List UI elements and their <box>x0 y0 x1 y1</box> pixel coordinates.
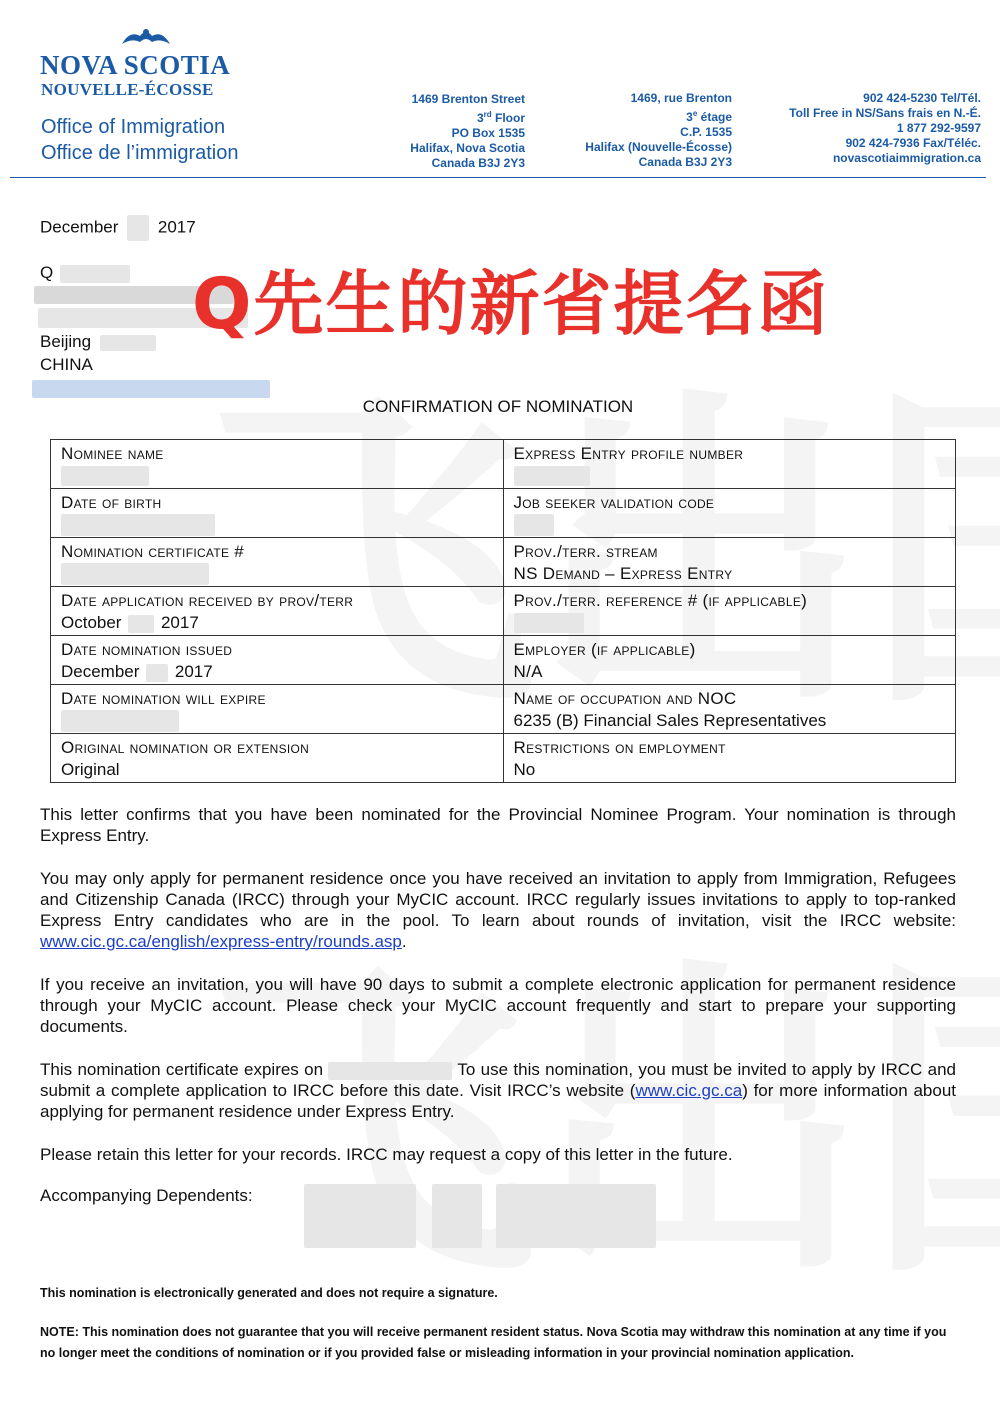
contact-tollfree: 1 877 292-9597 <box>896 121 981 135</box>
field-value: 6235 (B) Financial Sales Representatives <box>513 711 827 730</box>
contact-fax: 902 424-7936 Fax/Téléc. <box>845 136 981 150</box>
field-label: Employer (if applicable) <box>513 640 696 659</box>
table-cell <box>51 734 504 783</box>
field-label: Express Entry profile number <box>513 444 744 463</box>
logo-nouvelle-ecosse: NOUVELLE-ÉCOSSE <box>41 80 214 99</box>
table-cell <box>51 587 504 636</box>
redacted-dependent-2 <box>432 1184 482 1248</box>
address-english <box>410 92 525 171</box>
contact-website[interactable]: novascotiaimmigration.ca <box>832 151 981 165</box>
recipient-name <box>40 262 130 283</box>
logo-office-name <box>41 114 238 166</box>
table-cell <box>51 636 504 685</box>
nomination-table <box>50 439 956 783</box>
redacted-day <box>127 215 149 241</box>
field-value: NS Demand – Express Entry <box>513 564 733 583</box>
value-month: December <box>61 662 140 681</box>
field-label: Date nomination issued <box>61 640 233 659</box>
table-row <box>51 489 956 538</box>
address-line: C.P. 1535 <box>680 125 732 139</box>
address-french <box>585 91 732 170</box>
city: Beijing <box>40 332 92 351</box>
field-label: Prov./terr. stream <box>513 542 658 561</box>
table-cell <box>503 636 956 685</box>
redacted-name <box>60 265 130 283</box>
field-value <box>61 612 493 634</box>
paragraph-expiry <box>40 1059 956 1122</box>
field-label: Date application received by prov/terr <box>61 591 354 610</box>
paragraph-invitation <box>40 868 956 952</box>
value-month: October <box>61 613 122 632</box>
office-fr: Office de l’immigration <box>41 142 239 164</box>
value-year: 2017 <box>174 662 213 681</box>
redacted-value <box>61 563 209 585</box>
field-label: Job seeker validation code <box>513 493 715 512</box>
header-divider <box>10 177 986 178</box>
address-line: 3rd Floor <box>476 110 525 125</box>
table-cell <box>503 489 956 538</box>
redacted-day <box>146 664 168 682</box>
disclaimer-note: NOTE: This nomination does not guarantee that you will receive permanent resident status. Nova Scotia may withdraw this nomination at any time if you no longer meet the conditions of nomination or if you provided false or misleading information in your provincial nomination application. <box>40 1325 947 1360</box>
paragraph-text: This nomination certificate expires on <box>40 1060 324 1079</box>
table-cell <box>51 685 504 734</box>
contact-phone: 902 424-5230 Tel/Tél. <box>863 91 981 105</box>
date-month: December <box>40 217 119 237</box>
table-row <box>51 636 956 685</box>
table-row <box>51 440 956 489</box>
date-year: 2017 <box>157 217 196 237</box>
address-line: 1469, rue Brenton <box>630 91 732 105</box>
table-row <box>51 685 956 734</box>
paragraph-text: . <box>401 932 407 951</box>
redacted-email <box>32 380 270 398</box>
address-line: Canada B3J 2Y3 <box>431 156 525 170</box>
address-line: PO Box 1535 <box>451 126 525 140</box>
paragraph-deadline: If you receive an invitation, you will have 90 days to submit a complete electronic application for permanent residence through your MyCIC account. Please check your MyCIC account frequently and start to prepare your supporting documents. <box>40 975 956 1036</box>
redacted-value <box>61 514 215 536</box>
table-cell <box>503 538 956 587</box>
paragraph-text: ) for more information about applying for permanent residence under Express Entry. <box>40 1081 956 1121</box>
paragraph-text: To use this nomination, you must be invited to apply by IRCC and submit a complete application to IRCC before this date. Visit IRCC’s website ( <box>40 1060 956 1100</box>
name-initial: Q <box>40 263 54 282</box>
letter-date <box>40 215 196 241</box>
table-row <box>51 587 956 636</box>
table-cell <box>51 489 504 538</box>
redacted-value <box>514 466 590 486</box>
letter-title: CONFIRMATION OF NOMINATION <box>362 397 634 416</box>
table-row <box>51 538 956 587</box>
field-label: Original nomination or extension <box>61 738 310 757</box>
table-cell <box>51 538 504 587</box>
field-label: Prov./terr. reference # (if applicable) <box>513 591 808 610</box>
field-label: Date of birth <box>61 493 162 512</box>
contact-info <box>789 91 981 166</box>
field-label: Date nomination will expire <box>61 689 266 708</box>
paragraph-confirmation: This letter confirms that you have been nominated for the Provincial Nominee Program. Your nomination is through Express Entry. <box>40 805 956 845</box>
redacted-dependent-3 <box>496 1184 656 1248</box>
logo-nova-scotia: NOVA SCOTIA <box>40 50 231 80</box>
table-cell <box>503 685 956 734</box>
field-value: N/A <box>513 662 543 681</box>
redacted-value <box>61 710 179 732</box>
rounds-link[interactable]: www.cic.gc.ca/english/express-entry/rounds.asp <box>40 932 402 951</box>
address-line: Canada B3J 2Y3 <box>638 155 732 169</box>
paragraph-retain: Please retain this letter for your records. IRCC may request a copy of this letter in the future. <box>40 1145 733 1164</box>
field-value <box>61 661 493 683</box>
table-row <box>51 734 956 783</box>
field-label: Name of occupation and NOC <box>513 689 737 708</box>
recipient-city <box>40 331 156 352</box>
dependents-label: Accompanying Dependents: <box>40 1186 253 1205</box>
field-label: Nominee name <box>61 444 164 463</box>
field-value: No <box>513 760 536 779</box>
field-value: Original <box>61 760 120 779</box>
electronic-note: This nomination is electronically generated and does not require a signature. <box>40 1286 498 1300</box>
field-label: Nomination certificate # <box>61 542 245 561</box>
table-cell <box>503 734 956 783</box>
redacted-day <box>128 615 154 633</box>
address-line: 1469 Brenton Street <box>411 92 525 106</box>
table-cell <box>51 440 504 489</box>
field-label: Restrictions on employment <box>513 738 726 757</box>
redacted-value <box>61 466 149 486</box>
recipient-country: CHINA <box>40 355 93 374</box>
redacted-district <box>100 335 156 351</box>
office-en: Office of Immigration <box>41 116 226 138</box>
table-cell <box>503 587 956 636</box>
redacted-value <box>514 613 584 633</box>
redacted-dependent-1 <box>304 1184 416 1248</box>
contact-tollfree-label: Toll Free in NS/Sans frais en N.-É. <box>789 106 981 120</box>
paragraph-text: You may only apply for permanent residence once you have received an invitation to apply from Immigration, Refugees and Citizenship Canada (IRCC) through your MyCIC account. IRCC regularly issues invitations to apply to top-ranked Express Entry candidates who are in the pool. To learn about rounds of invitation, visit the IRCC website: <box>40 869 956 930</box>
value-year: 2017 <box>160 613 199 632</box>
redacted-expiry-date <box>328 1062 452 1080</box>
address-line: 3e étage <box>686 109 732 124</box>
address-line: Halifax (Nouvelle-Écosse) <box>585 140 732 154</box>
address-line: Halifax, Nova Scotia <box>410 141 525 155</box>
ircc-link[interactable]: www.cic.gc.ca <box>635 1081 743 1100</box>
redacted-value <box>514 514 554 536</box>
overlay-caption: Q先生的新省提名函 <box>192 263 830 345</box>
table-cell <box>503 440 956 489</box>
